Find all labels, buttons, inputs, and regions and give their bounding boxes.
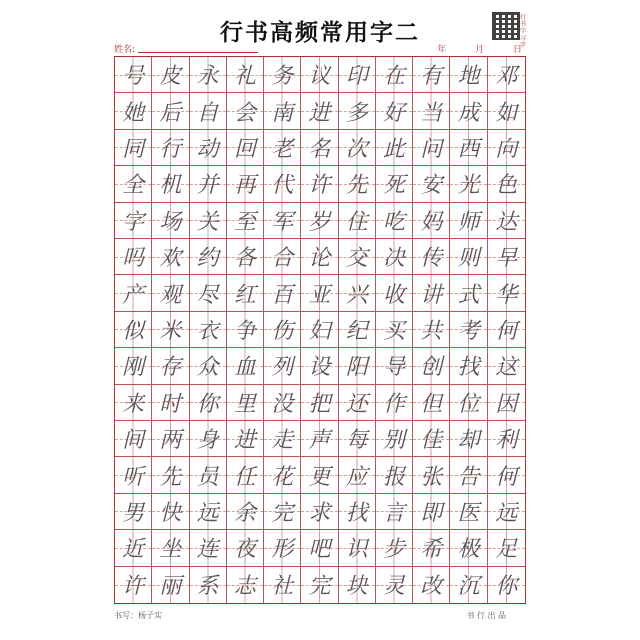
grid-cell-char: 先 xyxy=(152,457,189,493)
grid-cell-char: 次 xyxy=(339,130,376,166)
footer xyxy=(114,608,526,622)
grid-cell-char: 妈 xyxy=(413,203,450,239)
grid-cell-char: 问 xyxy=(413,130,450,166)
grid-cell-char: 志 xyxy=(227,567,264,603)
grid-cell-char: 似 xyxy=(115,312,152,348)
grid-cell-char: 回 xyxy=(227,130,264,166)
grid-cell-char: 吃 xyxy=(376,203,413,239)
date-fields xyxy=(411,42,522,55)
grid-cell-char: 礼 xyxy=(227,57,264,93)
grid-cell-char: 务 xyxy=(264,57,301,93)
grid-cell-char: 永 xyxy=(190,57,227,93)
grid-cell-char: 形 xyxy=(264,530,301,566)
grid-cell-char: 张 xyxy=(413,457,450,493)
grid-cell-char: 论 xyxy=(301,239,338,275)
grid-cell-char: 早 xyxy=(488,239,525,275)
grid-cell-char: 远 xyxy=(190,494,227,530)
qr-code-icon xyxy=(492,12,520,40)
grid-cell-char: 在 xyxy=(376,57,413,93)
grid-cell-char: 声 xyxy=(301,421,338,457)
grid-cell-char: 此 xyxy=(376,130,413,166)
grid-cell-char: 这 xyxy=(488,348,525,384)
grid-cell-char: 议 xyxy=(301,57,338,93)
grid-cell-char: 欢 xyxy=(152,239,189,275)
grid-cell-char: 报 xyxy=(376,457,413,493)
grid-cell-char: 两 xyxy=(152,421,189,457)
grid-cell-char: 更 xyxy=(301,457,338,493)
grid-cell-char: 言 xyxy=(376,494,413,530)
grid-cell-char: 列 xyxy=(264,348,301,384)
grid-cell-char: 作 xyxy=(376,385,413,421)
grid-cell-char: 系 xyxy=(190,567,227,603)
grid-cell-char: 步 xyxy=(376,530,413,566)
grid-cell-char: 吗 xyxy=(115,239,152,275)
grid-cell-char: 利 xyxy=(488,421,525,457)
grid-cell-char: 血 xyxy=(227,348,264,384)
grid-cell-char: 夜 xyxy=(227,530,264,566)
grid-cell-char: 别 xyxy=(376,421,413,457)
grid-cell-char: 红 xyxy=(227,275,264,311)
grid-cell-char: 完 xyxy=(301,567,338,603)
grid-cell-char: 进 xyxy=(301,93,338,129)
grid-cell-char: 沉 xyxy=(450,567,487,603)
grid-cell-char: 足 xyxy=(488,530,525,566)
grid-cell-char: 创 xyxy=(413,348,450,384)
grid-cell-char: 地 xyxy=(450,57,487,93)
grid-cell-char: 阳 xyxy=(339,348,376,384)
grid-cell-char: 快 xyxy=(152,494,189,530)
grid-cell-char: 何 xyxy=(488,457,525,493)
grid-cell-char: 丽 xyxy=(152,567,189,603)
grid-cell-char: 成 xyxy=(450,93,487,129)
grid-cell-char: 识 xyxy=(339,530,376,566)
grid-cell-char: 先 xyxy=(339,166,376,202)
grid-cell-char: 佳 xyxy=(413,421,450,457)
grid-cell-char: 兴 xyxy=(339,275,376,311)
grid-cell-char: 住 xyxy=(339,203,376,239)
date-year-label: 年 xyxy=(437,45,447,55)
grid-cell-char: 代 xyxy=(264,166,301,202)
grid-cell-char: 向 xyxy=(488,130,525,166)
header-fields xyxy=(114,40,526,56)
grid-cell-char: 同 xyxy=(115,130,152,166)
grid-cell-char: 行 xyxy=(152,130,189,166)
grid-cell-char: 你 xyxy=(488,567,525,603)
grid-cell-char: 设 xyxy=(301,348,338,384)
grid-cell-char: 观 xyxy=(152,275,189,311)
grid-cell-char: 西 xyxy=(450,130,487,166)
grid-cell-char: 身 xyxy=(190,421,227,457)
grid-cell-char: 刚 xyxy=(115,348,152,384)
grid-cell-char: 听 xyxy=(115,457,152,493)
grid-cell-char: 至 xyxy=(227,203,264,239)
grid-cell-char: 决 xyxy=(376,239,413,275)
grid-cell-char: 交 xyxy=(339,239,376,275)
grid-cell-char: 全 xyxy=(115,166,152,202)
grid-cell-char: 吧 xyxy=(301,530,338,566)
grid-cell-char: 衣 xyxy=(190,312,227,348)
grid-cell-char: 块 xyxy=(339,567,376,603)
grid-cell-char: 约 xyxy=(190,239,227,275)
grid-cell-char: 亚 xyxy=(301,275,338,311)
grid-cell-char: 导 xyxy=(376,348,413,384)
grid-cell-char: 各 xyxy=(227,239,264,275)
grid-cell-char: 多 xyxy=(339,93,376,129)
grid-cell-char: 色 xyxy=(488,166,525,202)
grid-cell-char: 尽 xyxy=(190,275,227,311)
grid-cell-char: 机 xyxy=(152,166,189,202)
grid-cell-char: 有 xyxy=(413,57,450,93)
grid-cell-char: 妇 xyxy=(301,312,338,348)
grid-cell-char: 极 xyxy=(450,530,487,566)
grid-cell-char: 号 xyxy=(115,57,152,93)
footer-author: 书写：杨子实 xyxy=(114,611,162,620)
date-month-label: 月 xyxy=(475,45,485,55)
grid-cell-char: 还 xyxy=(339,385,376,421)
grid-cell-char: 争 xyxy=(227,312,264,348)
grid-cell-char: 近 xyxy=(115,530,152,566)
grid-cell-char: 改 xyxy=(413,567,450,603)
grid-cell-char: 伤 xyxy=(264,312,301,348)
grid-cell-char: 老 xyxy=(264,130,301,166)
grid-cell-char: 则 xyxy=(450,239,487,275)
grid-cell-char: 讲 xyxy=(413,275,450,311)
grid-cell-char: 众 xyxy=(190,348,227,384)
grid-cell-char: 花 xyxy=(264,457,301,493)
grid-cell-char: 皮 xyxy=(152,57,189,93)
grid-cell-char: 达 xyxy=(488,203,525,239)
grid-cell-char: 邓 xyxy=(488,57,525,93)
grid-cell-char: 求 xyxy=(301,494,338,530)
grid-cell-char: 关 xyxy=(190,203,227,239)
grid-cell-char: 百 xyxy=(264,275,301,311)
grid-cell-char: 产 xyxy=(115,275,152,311)
grid-cell-char: 岁 xyxy=(301,203,338,239)
grid-cell-char: 男 xyxy=(115,494,152,530)
grid-cell-char: 灵 xyxy=(376,567,413,603)
grid-cell-char: 里 xyxy=(227,385,264,421)
grid-cell-char: 走 xyxy=(264,421,301,457)
grid-cell-char: 希 xyxy=(413,530,450,566)
grid-cell-char: 何 xyxy=(488,312,525,348)
grid-cell-char: 完 xyxy=(264,494,301,530)
grid-cell-char: 光 xyxy=(450,166,487,202)
grid-cell-char: 买 xyxy=(376,312,413,348)
grid-cell-char: 余 xyxy=(227,494,264,530)
grid-cell-char: 军 xyxy=(264,203,301,239)
grid-cell-char: 并 xyxy=(190,166,227,202)
grid-cell-char: 安 xyxy=(413,166,450,202)
grid-cell-char: 师 xyxy=(450,203,487,239)
copybook-sheet xyxy=(100,10,540,630)
date-day-label: 日 xyxy=(512,45,522,55)
grid-cell-char: 米 xyxy=(152,312,189,348)
grid-cell-char: 找 xyxy=(450,348,487,384)
qr-caption: 行书学习字 xyxy=(520,14,527,49)
grid-cell-char: 当 xyxy=(413,93,450,129)
grid-cell-char: 远 xyxy=(488,494,525,530)
grid-cell-char: 应 xyxy=(339,457,376,493)
grid-cell-char: 社 xyxy=(264,567,301,603)
grid-cell-char: 员 xyxy=(190,457,227,493)
grid-cell-char: 考 xyxy=(450,312,487,348)
grid-cell-char: 动 xyxy=(190,130,227,166)
grid-cell-char: 即 xyxy=(413,494,450,530)
grid-cell-char: 共 xyxy=(413,312,450,348)
grid-cell-char: 合 xyxy=(264,239,301,275)
grid-cell-char: 把 xyxy=(301,385,338,421)
grid-cell-char: 时 xyxy=(152,385,189,421)
grid-cell-char: 如 xyxy=(488,93,525,129)
grid-cell-char: 她 xyxy=(115,93,152,129)
page-title: 行书高频常用字二 xyxy=(220,20,420,46)
grid-cell-char: 找 xyxy=(339,494,376,530)
grid-cell-char: 传 xyxy=(413,239,450,275)
grid-cell-char: 任 xyxy=(227,457,264,493)
grid-cell-char: 位 xyxy=(450,385,487,421)
grid-cell-char: 却 xyxy=(450,421,487,457)
grid-cell-char: 名 xyxy=(301,130,338,166)
grid-cell-char: 每 xyxy=(339,421,376,457)
grid-cell-char: 式 xyxy=(450,275,487,311)
grid-cell-char: 告 xyxy=(450,457,487,493)
grid-cell-char: 好 xyxy=(376,93,413,129)
grid-cell-char: 许 xyxy=(115,567,152,603)
grid-cell-char: 连 xyxy=(190,530,227,566)
grid-cell-char: 纪 xyxy=(339,312,376,348)
grid-cell-char: 自 xyxy=(190,93,227,129)
grid-cell-char: 许 xyxy=(301,166,338,202)
grid-cell-char: 印 xyxy=(339,57,376,93)
grid-cell-char: 华 xyxy=(488,275,525,311)
practice-grid xyxy=(114,56,526,604)
name-underline xyxy=(138,52,258,53)
grid-cell-char: 因 xyxy=(488,385,525,421)
grid-cell-char: 会 xyxy=(227,93,264,129)
grid-cell-char: 医 xyxy=(450,494,487,530)
grid-cell-char: 进 xyxy=(227,421,264,457)
grid-cell-char: 后 xyxy=(152,93,189,129)
grid-cell-char: 来 xyxy=(115,385,152,421)
grid-cell-char: 场 xyxy=(152,203,189,239)
grid-cell-char: 坐 xyxy=(152,530,189,566)
grid-cell-char: 存 xyxy=(152,348,189,384)
grid-cell-char: 字 xyxy=(115,203,152,239)
grid-cell-char: 没 xyxy=(264,385,301,421)
grid-cell-char: 再 xyxy=(227,166,264,202)
grid-cell-char: 收 xyxy=(376,275,413,311)
grid-cell-char: 间 xyxy=(115,421,152,457)
footer-publisher: 书 行 出 品 xyxy=(466,611,506,620)
grid-cell-char: 南 xyxy=(264,93,301,129)
name-label: 姓名: xyxy=(114,45,136,55)
grid-cell-char: 死 xyxy=(376,166,413,202)
grid-cell-char: 你 xyxy=(190,385,227,421)
grid-cell-char: 但 xyxy=(413,385,450,421)
